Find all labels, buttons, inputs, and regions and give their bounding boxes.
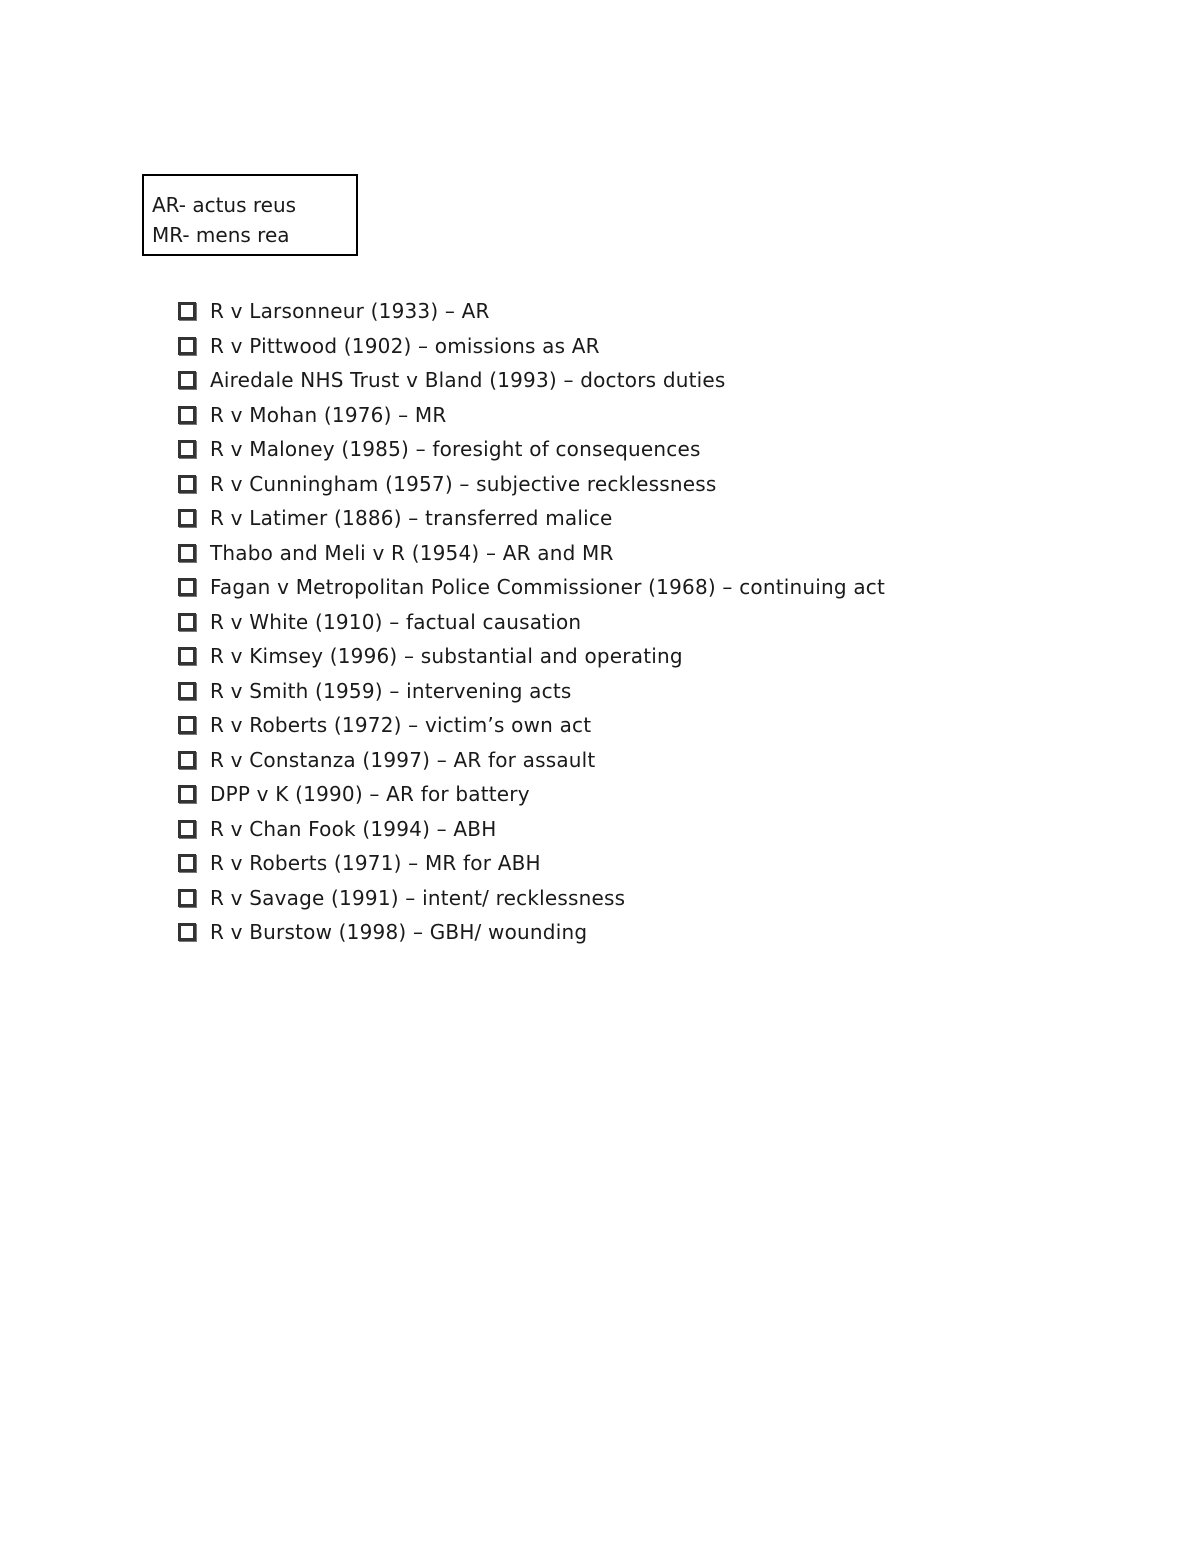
case-label: R v Latimer (1886) – transferred malice [210, 506, 613, 531]
case-label: R v Larsonneur (1933) – AR [210, 299, 490, 324]
checkbox-icon[interactable] [178, 682, 196, 700]
checkbox-icon[interactable] [178, 406, 196, 424]
case-label: R v Roberts (1971) – MR for ABH [210, 851, 541, 876]
case-label: Fagan v Metropolitan Police Commissioner (1968) – continuing act [210, 575, 886, 600]
case-label: R v Savage (1991) – intent/ recklessness [210, 885, 626, 910]
list-item[interactable] [178, 501, 885, 536]
case-label: R v Burstow (1998) – GBH/ wounding [210, 920, 588, 945]
list-item[interactable] [178, 639, 885, 674]
checkbox-icon[interactable] [178, 889, 196, 907]
list-item[interactable] [178, 605, 885, 640]
list-item[interactable] [178, 363, 885, 398]
checkbox-icon[interactable] [178, 613, 196, 631]
list-item[interactable] [178, 674, 885, 709]
list-item[interactable] [178, 536, 885, 571]
list-item[interactable] [178, 432, 885, 467]
checkbox-icon[interactable] [178, 302, 196, 320]
list-item[interactable] [178, 708, 885, 743]
checkbox-icon[interactable] [178, 820, 196, 838]
case-label: R v Pittwood (1902) – omissions as AR [210, 333, 600, 358]
list-item[interactable] [178, 294, 885, 329]
case-label: R v Maloney (1985) – foresight of consequences [210, 437, 701, 462]
case-label: R v Smith (1959) – intervening acts [210, 678, 572, 703]
checkbox-icon[interactable] [178, 923, 196, 941]
case-label: Airedale NHS Trust v Bland (1993) – doctors duties [210, 368, 726, 393]
checkbox-icon[interactable] [178, 578, 196, 596]
list-item[interactable] [178, 467, 885, 502]
checkbox-icon[interactable] [178, 337, 196, 355]
checkbox-icon[interactable] [178, 475, 196, 493]
checkbox-icon[interactable] [178, 544, 196, 562]
case-label: R v Chan Fook (1994) – ABH [210, 816, 497, 841]
checkbox-icon[interactable] [178, 371, 196, 389]
legend-ar: AR- actus reus [152, 193, 297, 217]
case-label: R v Cunningham (1957) – subjective recklessness [210, 471, 717, 496]
checkbox-icon[interactable] [178, 716, 196, 734]
list-item[interactable] [178, 881, 885, 916]
checkbox-icon[interactable] [178, 440, 196, 458]
list-item[interactable] [178, 743, 885, 778]
checkbox-icon[interactable] [178, 647, 196, 665]
case-label: DPP v K (1990) – AR for battery [210, 782, 530, 807]
legend-mr: MR- mens rea [152, 223, 290, 247]
legend-box [142, 174, 358, 256]
list-item[interactable] [178, 915, 885, 950]
list-item[interactable] [178, 812, 885, 847]
list-item[interactable] [178, 398, 885, 433]
checkbox-icon[interactable] [178, 751, 196, 769]
list-item[interactable] [178, 777, 885, 812]
list-item[interactable] [178, 846, 885, 881]
case-label: Thabo and Meli v R (1954) – AR and MR [210, 540, 614, 565]
case-label: R v Roberts (1972) – victim’s own act [210, 713, 592, 738]
case-label: R v White (1910) – factual causation [210, 609, 582, 634]
checkbox-icon[interactable] [178, 785, 196, 803]
case-checklist [178, 294, 885, 950]
checkbox-icon[interactable] [178, 509, 196, 527]
checkbox-icon[interactable] [178, 854, 196, 872]
list-item[interactable] [178, 329, 885, 364]
case-label: R v Mohan (1976) – MR [210, 402, 447, 427]
case-label: R v Constanza (1997) – AR for assault [210, 747, 596, 772]
list-item[interactable] [178, 570, 885, 605]
case-label: R v Kimsey (1996) – substantial and operating [210, 644, 683, 669]
